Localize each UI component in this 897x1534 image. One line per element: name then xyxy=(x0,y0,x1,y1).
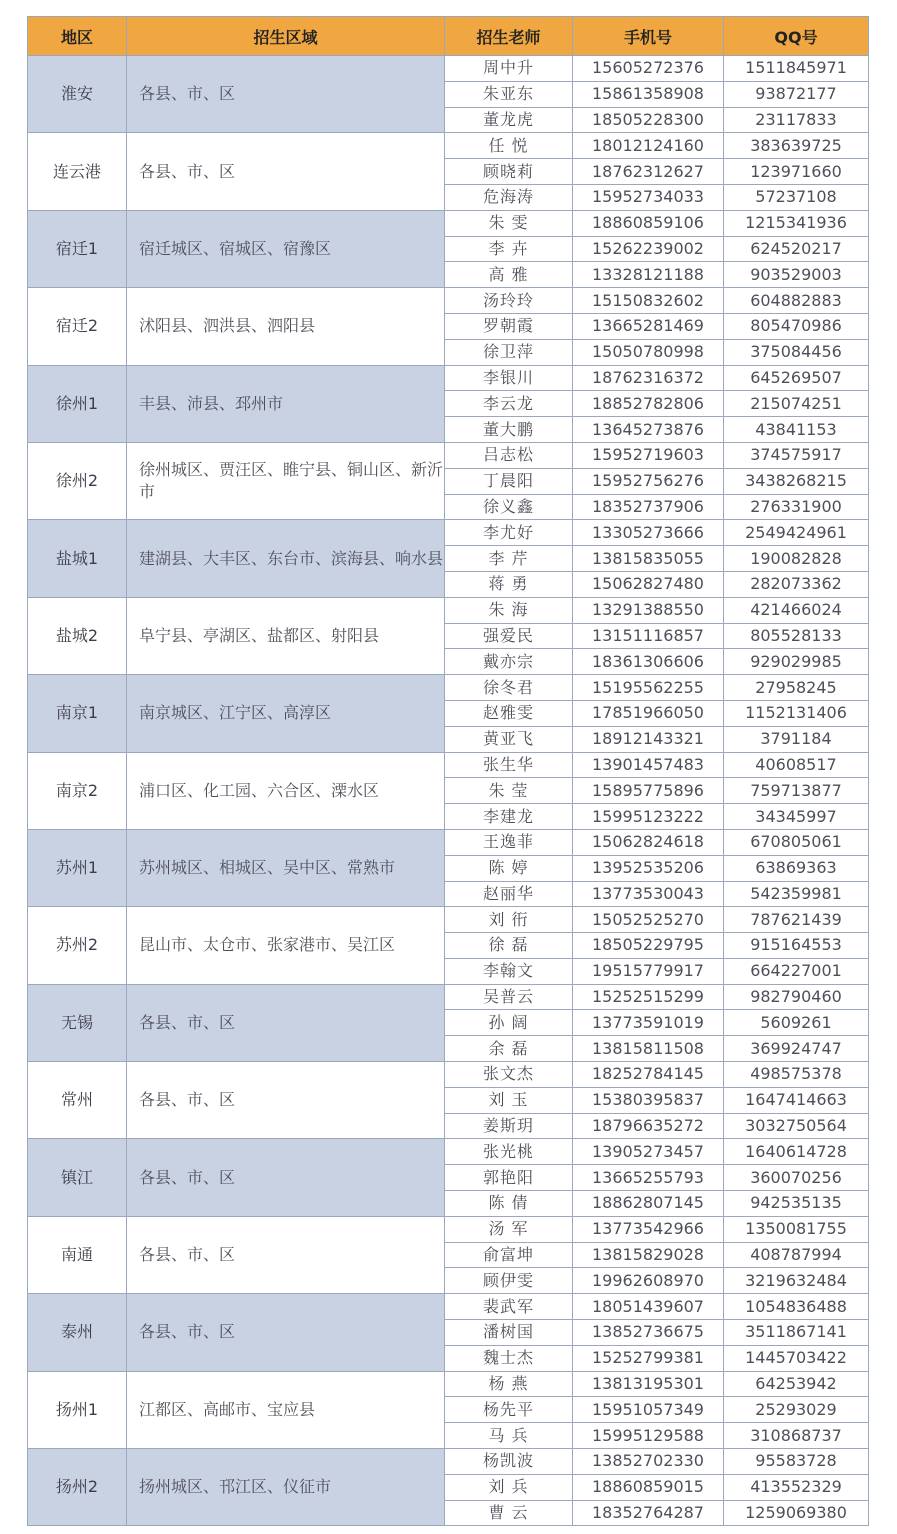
area-cell: 昆山市、太仓市、张家港市、吴江区 xyxy=(127,907,445,984)
region-cell: 苏州1 xyxy=(28,829,127,906)
phone-cell: 13905273457 xyxy=(573,1139,724,1165)
qq-cell: 123971660 xyxy=(724,159,869,185)
phone-cell: 13645273876 xyxy=(573,417,724,443)
phone-cell: 13665255793 xyxy=(573,1165,724,1191)
teacher-cell: 魏士杰 xyxy=(445,1345,573,1371)
teacher-cell: 张光桃 xyxy=(445,1139,573,1165)
region-cell: 扬州2 xyxy=(28,1449,127,1526)
phone-cell: 13328121188 xyxy=(573,262,724,288)
qq-cell: 1640614728 xyxy=(724,1139,869,1165)
table-row xyxy=(28,133,869,159)
phone-cell: 15050780998 xyxy=(573,339,724,365)
phone-cell: 18796635272 xyxy=(573,1113,724,1139)
qq-cell: 57237108 xyxy=(724,184,869,210)
region-cell: 徐州1 xyxy=(28,365,127,442)
phone-cell: 18860859015 xyxy=(573,1474,724,1500)
table-body xyxy=(28,56,869,1526)
area-cell: 浦口区、化工园、六合区、溧水区 xyxy=(127,752,445,829)
phone-cell: 15861358908 xyxy=(573,81,724,107)
phone-cell: 13291388550 xyxy=(573,597,724,623)
teacher-cell: 顾伊雯 xyxy=(445,1268,573,1294)
qq-cell: 3032750564 xyxy=(724,1113,869,1139)
region-cell: 淮安 xyxy=(28,56,127,133)
qq-cell: 498575378 xyxy=(724,1062,869,1088)
teacher-cell: 徐义鑫 xyxy=(445,494,573,520)
teacher-cell: 姜斯玥 xyxy=(445,1113,573,1139)
area-cell: 宿迁城区、宿城区、宿豫区 xyxy=(127,210,445,287)
area-cell: 建湖县、大丰区、东台市、滨海县、响水县 xyxy=(127,520,445,597)
qq-cell: 542359981 xyxy=(724,881,869,907)
phone-cell: 15195562255 xyxy=(573,675,724,701)
area-cell: 扬州城区、邗江区、仪征市 xyxy=(127,1449,445,1526)
qq-cell: 408787994 xyxy=(724,1242,869,1268)
teacher-cell: 蒋 勇 xyxy=(445,571,573,597)
phone-cell: 15252799381 xyxy=(573,1345,724,1371)
region-cell: 南京2 xyxy=(28,752,127,829)
table-row xyxy=(28,210,869,236)
region-cell: 南通 xyxy=(28,1216,127,1293)
header-row xyxy=(28,17,869,56)
teacher-cell: 张文杰 xyxy=(445,1062,573,1088)
teacher-cell: 丁晨阳 xyxy=(445,468,573,494)
header-phone: 手机号 xyxy=(573,17,724,56)
teacher-cell: 王逸菲 xyxy=(445,829,573,855)
phone-cell: 15062824618 xyxy=(573,829,724,855)
area-cell: 江都区、高邮市、宝应县 xyxy=(127,1371,445,1448)
qq-cell: 805470986 xyxy=(724,313,869,339)
teacher-cell: 任 悦 xyxy=(445,133,573,159)
area-cell: 阜宁县、亭湖区、盐都区、射阳县 xyxy=(127,597,445,674)
area-cell: 各县、市、区 xyxy=(127,1294,445,1371)
qq-cell: 2549424961 xyxy=(724,520,869,546)
qq-cell: 43841153 xyxy=(724,417,869,443)
area-cell: 各县、市、区 xyxy=(127,984,445,1061)
phone-cell: 15052525270 xyxy=(573,907,724,933)
table-row xyxy=(28,984,869,1010)
qq-cell: 1054836488 xyxy=(724,1294,869,1320)
region-cell: 连云港 xyxy=(28,133,127,210)
phone-cell: 15995129588 xyxy=(573,1423,724,1449)
qq-cell: 1215341936 xyxy=(724,210,869,236)
teacher-cell: 裴武军 xyxy=(445,1294,573,1320)
teacher-cell: 陈 婷 xyxy=(445,855,573,881)
table-row xyxy=(28,907,869,933)
teacher-cell: 杨先平 xyxy=(445,1397,573,1423)
phone-cell: 13151116857 xyxy=(573,623,724,649)
phone-cell: 18012124160 xyxy=(573,133,724,159)
teacher-cell: 李翰文 xyxy=(445,958,573,984)
qq-cell: 374575917 xyxy=(724,442,869,468)
qq-cell: 3791184 xyxy=(724,726,869,752)
area-cell: 各县、市、区 xyxy=(127,1216,445,1293)
teacher-cell: 杨 燕 xyxy=(445,1371,573,1397)
qq-cell: 1259069380 xyxy=(724,1500,869,1526)
teacher-cell: 朱 莹 xyxy=(445,778,573,804)
teacher-cell: 刘 兵 xyxy=(445,1474,573,1500)
table-row xyxy=(28,1294,869,1320)
teacher-cell: 刘 衎 xyxy=(445,907,573,933)
phone-cell: 15605272376 xyxy=(573,56,724,82)
teacher-cell: 朱亚东 xyxy=(445,81,573,107)
area-cell: 苏州城区、相城区、吴中区、常熟市 xyxy=(127,829,445,906)
teacher-cell: 李 卉 xyxy=(445,236,573,262)
qq-cell: 190082828 xyxy=(724,546,869,572)
phone-cell: 13852736675 xyxy=(573,1320,724,1346)
phone-cell: 18352764287 xyxy=(573,1500,724,1526)
region-cell: 宿迁2 xyxy=(28,288,127,365)
phone-cell: 13815835055 xyxy=(573,546,724,572)
table-row xyxy=(28,442,869,468)
phone-cell: 15952734033 xyxy=(573,184,724,210)
phone-cell: 19962608970 xyxy=(573,1268,724,1294)
table-row xyxy=(28,675,869,701)
phone-cell: 13815811508 xyxy=(573,1036,724,1062)
region-cell: 盐城1 xyxy=(28,520,127,597)
qq-cell: 664227001 xyxy=(724,958,869,984)
teacher-cell: 汤玲玲 xyxy=(445,288,573,314)
phone-cell: 15995123222 xyxy=(573,804,724,830)
teacher-cell: 余 磊 xyxy=(445,1036,573,1062)
region-cell: 无锡 xyxy=(28,984,127,1061)
teacher-cell: 李建龙 xyxy=(445,804,573,830)
qq-cell: 929029985 xyxy=(724,649,869,675)
table-row xyxy=(28,520,869,546)
qq-cell: 1350081755 xyxy=(724,1216,869,1242)
phone-cell: 13665281469 xyxy=(573,313,724,339)
region-cell: 宿迁1 xyxy=(28,210,127,287)
teacher-cell: 顾晓莉 xyxy=(445,159,573,185)
area-cell: 各县、市、区 xyxy=(127,56,445,133)
qq-cell: 1152131406 xyxy=(724,700,869,726)
phone-cell: 13305273666 xyxy=(573,520,724,546)
phone-cell: 13773530043 xyxy=(573,881,724,907)
table-row xyxy=(28,365,869,391)
table-row xyxy=(28,752,869,778)
area-cell: 各县、市、区 xyxy=(127,1062,445,1139)
phone-cell: 15952719603 xyxy=(573,442,724,468)
qq-cell: 3219632484 xyxy=(724,1268,869,1294)
phone-cell: 18505229795 xyxy=(573,933,724,959)
teacher-cell: 戴亦宗 xyxy=(445,649,573,675)
header-qq: QQ号 xyxy=(724,17,869,56)
table-row xyxy=(28,1449,869,1475)
teacher-cell: 徐 磊 xyxy=(445,933,573,959)
area-cell: 各县、市、区 xyxy=(127,1139,445,1216)
teacher-cell: 李银川 xyxy=(445,365,573,391)
qq-cell: 63869363 xyxy=(724,855,869,881)
qq-cell: 34345997 xyxy=(724,804,869,830)
teacher-cell: 郭艳阳 xyxy=(445,1165,573,1191)
teacher-cell: 汤 军 xyxy=(445,1216,573,1242)
phone-cell: 13852702330 xyxy=(573,1449,724,1475)
phone-cell: 15150832602 xyxy=(573,288,724,314)
table-row xyxy=(28,1062,869,1088)
teacher-cell: 赵雅雯 xyxy=(445,700,573,726)
teacher-cell: 朱 海 xyxy=(445,597,573,623)
teacher-cell: 强爱民 xyxy=(445,623,573,649)
qq-cell: 369924747 xyxy=(724,1036,869,1062)
teacher-cell: 罗朝霞 xyxy=(445,313,573,339)
qq-cell: 64253942 xyxy=(724,1371,869,1397)
phone-cell: 18252784145 xyxy=(573,1062,724,1088)
area-cell: 沭阳县、泗洪县、泗阳县 xyxy=(127,288,445,365)
area-cell: 各县、市、区 xyxy=(127,133,445,210)
qq-cell: 25293029 xyxy=(724,1397,869,1423)
region-cell: 扬州1 xyxy=(28,1371,127,1448)
phone-cell: 15252515299 xyxy=(573,984,724,1010)
table-row xyxy=(28,56,869,82)
qq-cell: 982790460 xyxy=(724,984,869,1010)
area-cell: 南京城区、江宁区、高淳区 xyxy=(127,675,445,752)
table-row xyxy=(28,1216,869,1242)
phone-cell: 13815829028 xyxy=(573,1242,724,1268)
phone-cell: 13901457483 xyxy=(573,752,724,778)
phone-cell: 13813195301 xyxy=(573,1371,724,1397)
teacher-cell: 潘树国 xyxy=(445,1320,573,1346)
teacher-cell: 陈 倩 xyxy=(445,1191,573,1217)
qq-cell: 1445703422 xyxy=(724,1345,869,1371)
phone-cell: 18862807145 xyxy=(573,1191,724,1217)
teacher-cell: 杨凯波 xyxy=(445,1449,573,1475)
recruitment-table-container xyxy=(27,16,868,1526)
phone-cell: 18505228300 xyxy=(573,107,724,133)
region-cell: 盐城2 xyxy=(28,597,127,674)
phone-cell: 15262239002 xyxy=(573,236,724,262)
phone-cell: 13773591019 xyxy=(573,1010,724,1036)
qq-cell: 5609261 xyxy=(724,1010,869,1036)
qq-cell: 787621439 xyxy=(724,907,869,933)
area-cell: 丰县、沛县、邳州市 xyxy=(127,365,445,442)
teacher-cell: 曹 云 xyxy=(445,1500,573,1526)
phone-cell: 18852782806 xyxy=(573,391,724,417)
qq-cell: 3438268215 xyxy=(724,468,869,494)
teacher-cell: 李云龙 xyxy=(445,391,573,417)
phone-cell: 19515779917 xyxy=(573,958,724,984)
phone-cell: 17851966050 xyxy=(573,700,724,726)
phone-cell: 18051439607 xyxy=(573,1294,724,1320)
teacher-cell: 俞富坤 xyxy=(445,1242,573,1268)
phone-cell: 18912143321 xyxy=(573,726,724,752)
teacher-cell: 黄亚飞 xyxy=(445,726,573,752)
phone-cell: 18762316372 xyxy=(573,365,724,391)
header-region: 地区 xyxy=(28,17,127,56)
recruitment-table xyxy=(27,16,869,1526)
region-cell: 镇江 xyxy=(28,1139,127,1216)
teacher-cell: 董大鹏 xyxy=(445,417,573,443)
qq-cell: 645269507 xyxy=(724,365,869,391)
qq-cell: 40608517 xyxy=(724,752,869,778)
phone-cell: 15895775896 xyxy=(573,778,724,804)
teacher-cell: 孙 阔 xyxy=(445,1010,573,1036)
region-cell: 泰州 xyxy=(28,1294,127,1371)
teacher-cell: 吕志松 xyxy=(445,442,573,468)
table-row xyxy=(28,597,869,623)
qq-cell: 624520217 xyxy=(724,236,869,262)
phone-cell: 15062827480 xyxy=(573,571,724,597)
qq-cell: 915164553 xyxy=(724,933,869,959)
qq-cell: 282073362 xyxy=(724,571,869,597)
qq-cell: 383639725 xyxy=(724,133,869,159)
region-cell: 南京1 xyxy=(28,675,127,752)
teacher-cell: 董龙虎 xyxy=(445,107,573,133)
teacher-cell: 徐卫萍 xyxy=(445,339,573,365)
teacher-cell: 周中升 xyxy=(445,56,573,82)
header-area: 招生区域 xyxy=(127,17,445,56)
region-cell: 常州 xyxy=(28,1062,127,1139)
qq-cell: 93872177 xyxy=(724,81,869,107)
teacher-cell: 高 雅 xyxy=(445,262,573,288)
qq-cell: 276331900 xyxy=(724,494,869,520)
table-row xyxy=(28,1371,869,1397)
qq-cell: 215074251 xyxy=(724,391,869,417)
teacher-cell: 刘 玉 xyxy=(445,1087,573,1113)
teacher-cell: 朱 雯 xyxy=(445,210,573,236)
qq-cell: 759713877 xyxy=(724,778,869,804)
teacher-cell: 徐冬君 xyxy=(445,675,573,701)
phone-cell: 18762312627 xyxy=(573,159,724,185)
qq-cell: 604882883 xyxy=(724,288,869,314)
qq-cell: 23117833 xyxy=(724,107,869,133)
teacher-cell: 赵丽华 xyxy=(445,881,573,907)
phone-cell: 15951057349 xyxy=(573,1397,724,1423)
table-row xyxy=(28,1139,869,1165)
qq-cell: 360070256 xyxy=(724,1165,869,1191)
phone-cell: 13773542966 xyxy=(573,1216,724,1242)
qq-cell: 310868737 xyxy=(724,1423,869,1449)
teacher-cell: 马 兵 xyxy=(445,1423,573,1449)
qq-cell: 27958245 xyxy=(724,675,869,701)
qq-cell: 421466024 xyxy=(724,597,869,623)
teacher-cell: 危海涛 xyxy=(445,184,573,210)
area-cell: 徐州城区、贾汪区、睢宁县、铜山区、新沂市 xyxy=(127,442,445,519)
qq-cell: 670805061 xyxy=(724,829,869,855)
phone-cell: 18352737906 xyxy=(573,494,724,520)
qq-cell: 903529003 xyxy=(724,262,869,288)
qq-cell: 1511845971 xyxy=(724,56,869,82)
qq-cell: 95583728 xyxy=(724,1449,869,1475)
teacher-cell: 张生华 xyxy=(445,752,573,778)
teacher-cell: 李尤好 xyxy=(445,520,573,546)
phone-cell: 13952535206 xyxy=(573,855,724,881)
qq-cell: 3511867141 xyxy=(724,1320,869,1346)
qq-cell: 375084456 xyxy=(724,339,869,365)
phone-cell: 18860859106 xyxy=(573,210,724,236)
teacher-cell: 吴普云 xyxy=(445,984,573,1010)
phone-cell: 15380395837 xyxy=(573,1087,724,1113)
phone-cell: 15952756276 xyxy=(573,468,724,494)
header-teacher: 招生老师 xyxy=(445,17,573,56)
qq-cell: 413552329 xyxy=(724,1474,869,1500)
table-row xyxy=(28,829,869,855)
region-cell: 徐州2 xyxy=(28,442,127,519)
region-cell: 苏州2 xyxy=(28,907,127,984)
table-header xyxy=(28,17,869,56)
teacher-cell: 李 芹 xyxy=(445,546,573,572)
qq-cell: 1647414663 xyxy=(724,1087,869,1113)
qq-cell: 805528133 xyxy=(724,623,869,649)
phone-cell: 18361306606 xyxy=(573,649,724,675)
qq-cell: 942535135 xyxy=(724,1191,869,1217)
table-row xyxy=(28,288,869,314)
